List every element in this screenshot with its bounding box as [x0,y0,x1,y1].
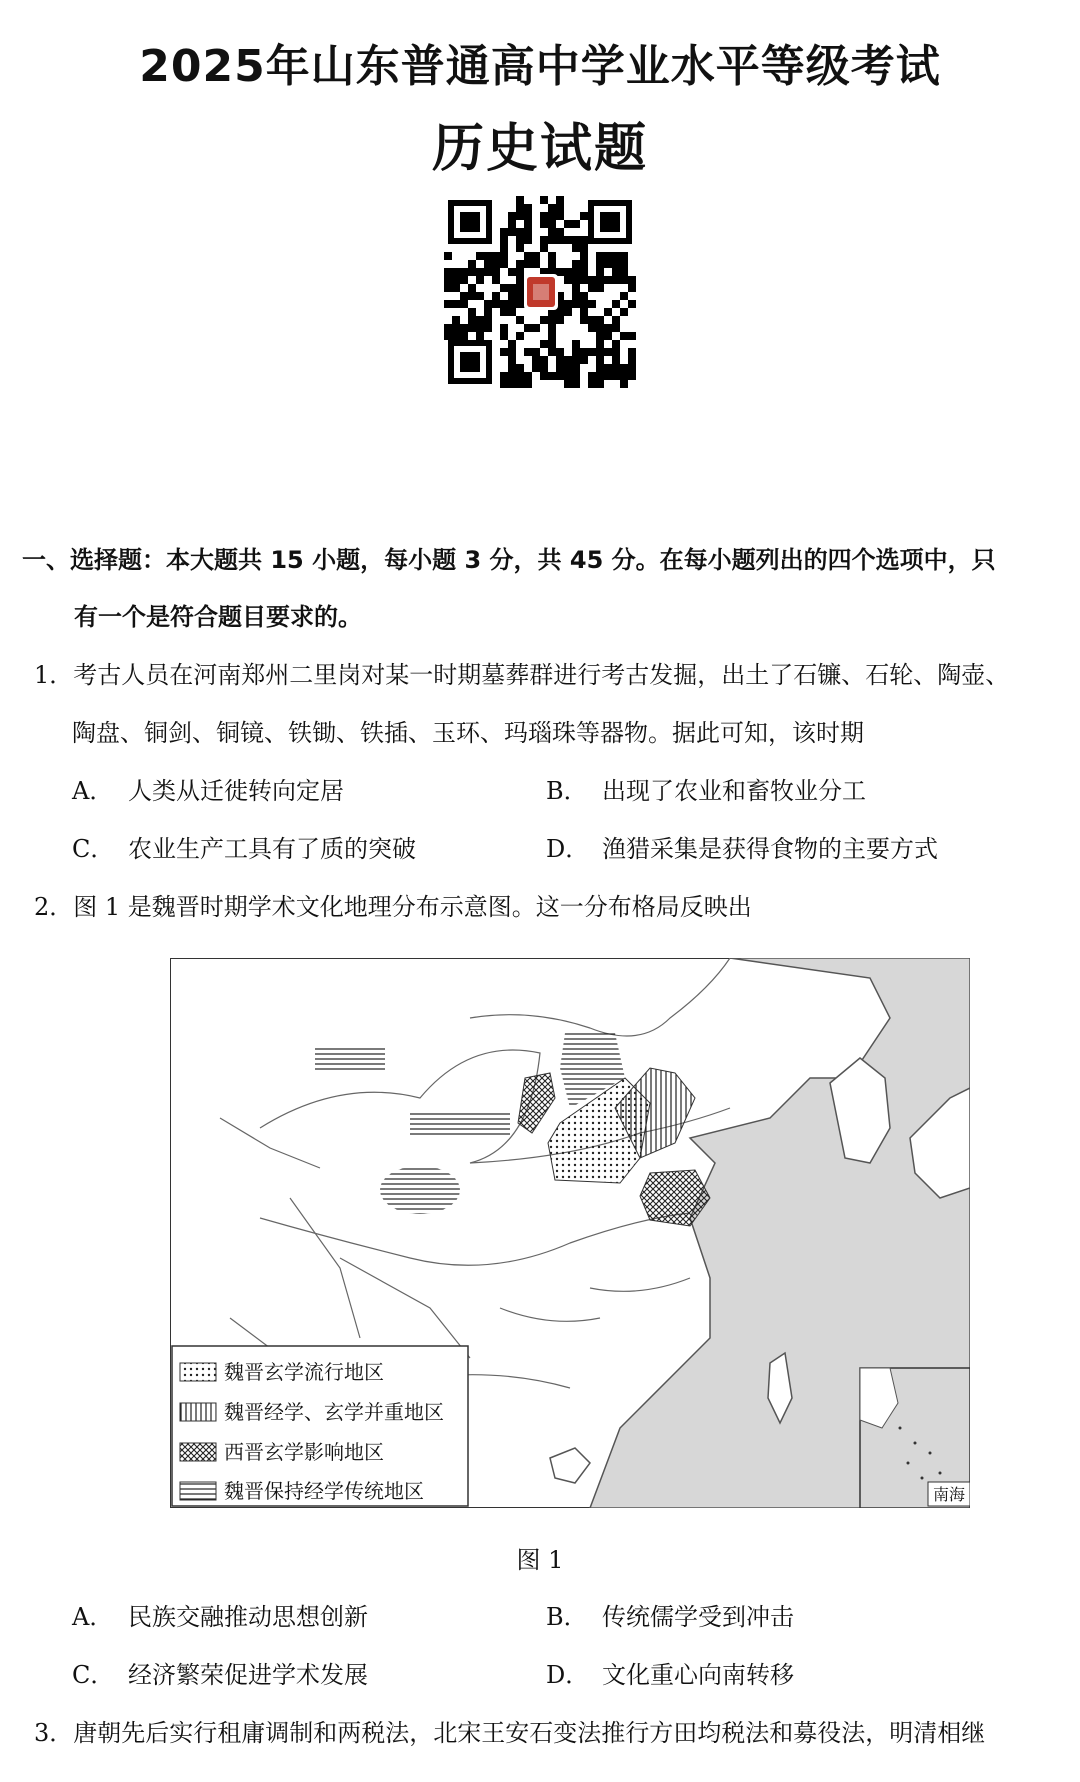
legend-item: 魏晋玄学流行地区 [224,1360,384,1384]
q2-option-d[interactable] [546,1655,794,1690]
exam-title: 2025年山东普通高中学业水平等级考试 [139,41,941,92]
inset-south-sea [860,1368,970,1508]
option-letter: B． [546,777,588,805]
option-letter: C． [72,1661,115,1689]
inset-label: 南海 [932,1485,966,1504]
q1-option-c[interactable] [72,829,416,864]
option-letter: A． [72,777,114,805]
option-text: 传统儒学受到冲击 [602,1603,794,1631]
section-heading-line1: 一、选择题：本大题共 15 小题，每小题 3 分，共 45 分。在每小题列出的四个选项中，只 [22,546,996,574]
option-letter: D． [546,835,590,863]
q1-option-b[interactable] [546,771,866,806]
q2-option-a[interactable] [72,1597,368,1632]
legend-item: 西晋玄学影响地区 [224,1440,384,1464]
map-legend [172,1346,468,1506]
q2-option-c[interactable] [72,1655,368,1690]
area-jing-far-west [315,1046,385,1070]
section-heading-line2: 有一个是符合题目要求的。 [74,603,362,631]
q2-option-b[interactable] [546,1597,794,1632]
q1-stem-line2: 陶盘、铜剑、铜镜、铁锄、铁插、玉环、玛瑙珠等器物。据此可知，该时期 [72,719,864,747]
figure-caption: 图 1 [516,1546,564,1574]
option-text: 农业生产工具有了质的突破 [128,835,416,863]
option-letter: B． [546,1603,588,1631]
option-letter: A． [72,1603,114,1631]
qr-code [444,196,636,388]
option-text: 出现了农业和畜牧业分工 [602,777,866,805]
option-text: 渔猎采集是获得食物的主要方式 [602,835,938,863]
subject-title: 历史试题 [431,119,648,179]
option-letter: C． [72,835,115,863]
option-text: 人类从迁徙转向定居 [128,777,344,805]
q1-option-d[interactable] [546,829,938,864]
q2-stem: 2．图 1 是魏晋时期学术文化地理分布示意图。这一分布格局反映出 [34,893,752,921]
legend-item: 魏晋保持经学传统地区 [224,1479,424,1503]
option-text: 经济繁荣促进学术发展 [128,1661,368,1689]
area-jing-west-1 [410,1110,510,1136]
option-letter: D． [546,1661,590,1689]
area-jing-west-2 [380,1166,460,1214]
map-figure [170,958,970,1508]
q1-stem-line1: 1．考古人员在河南郑州二里岗对某一时期墓葬群进行考古发掘，出土了石镰、石轮、陶壶、 [34,661,1010,689]
q1-option-a[interactable] [72,771,344,806]
q3-stem: 3．唐朝先后实行租庸调制和两税法，北宋王安石变法推行方田均税法和募役法，明清相继 [34,1719,986,1747]
option-text: 文化重心向南转移 [602,1661,794,1689]
option-text: 民族交融推动思想创新 [128,1603,368,1631]
legend-item: 魏晋经学、玄学并重地区 [224,1400,444,1424]
